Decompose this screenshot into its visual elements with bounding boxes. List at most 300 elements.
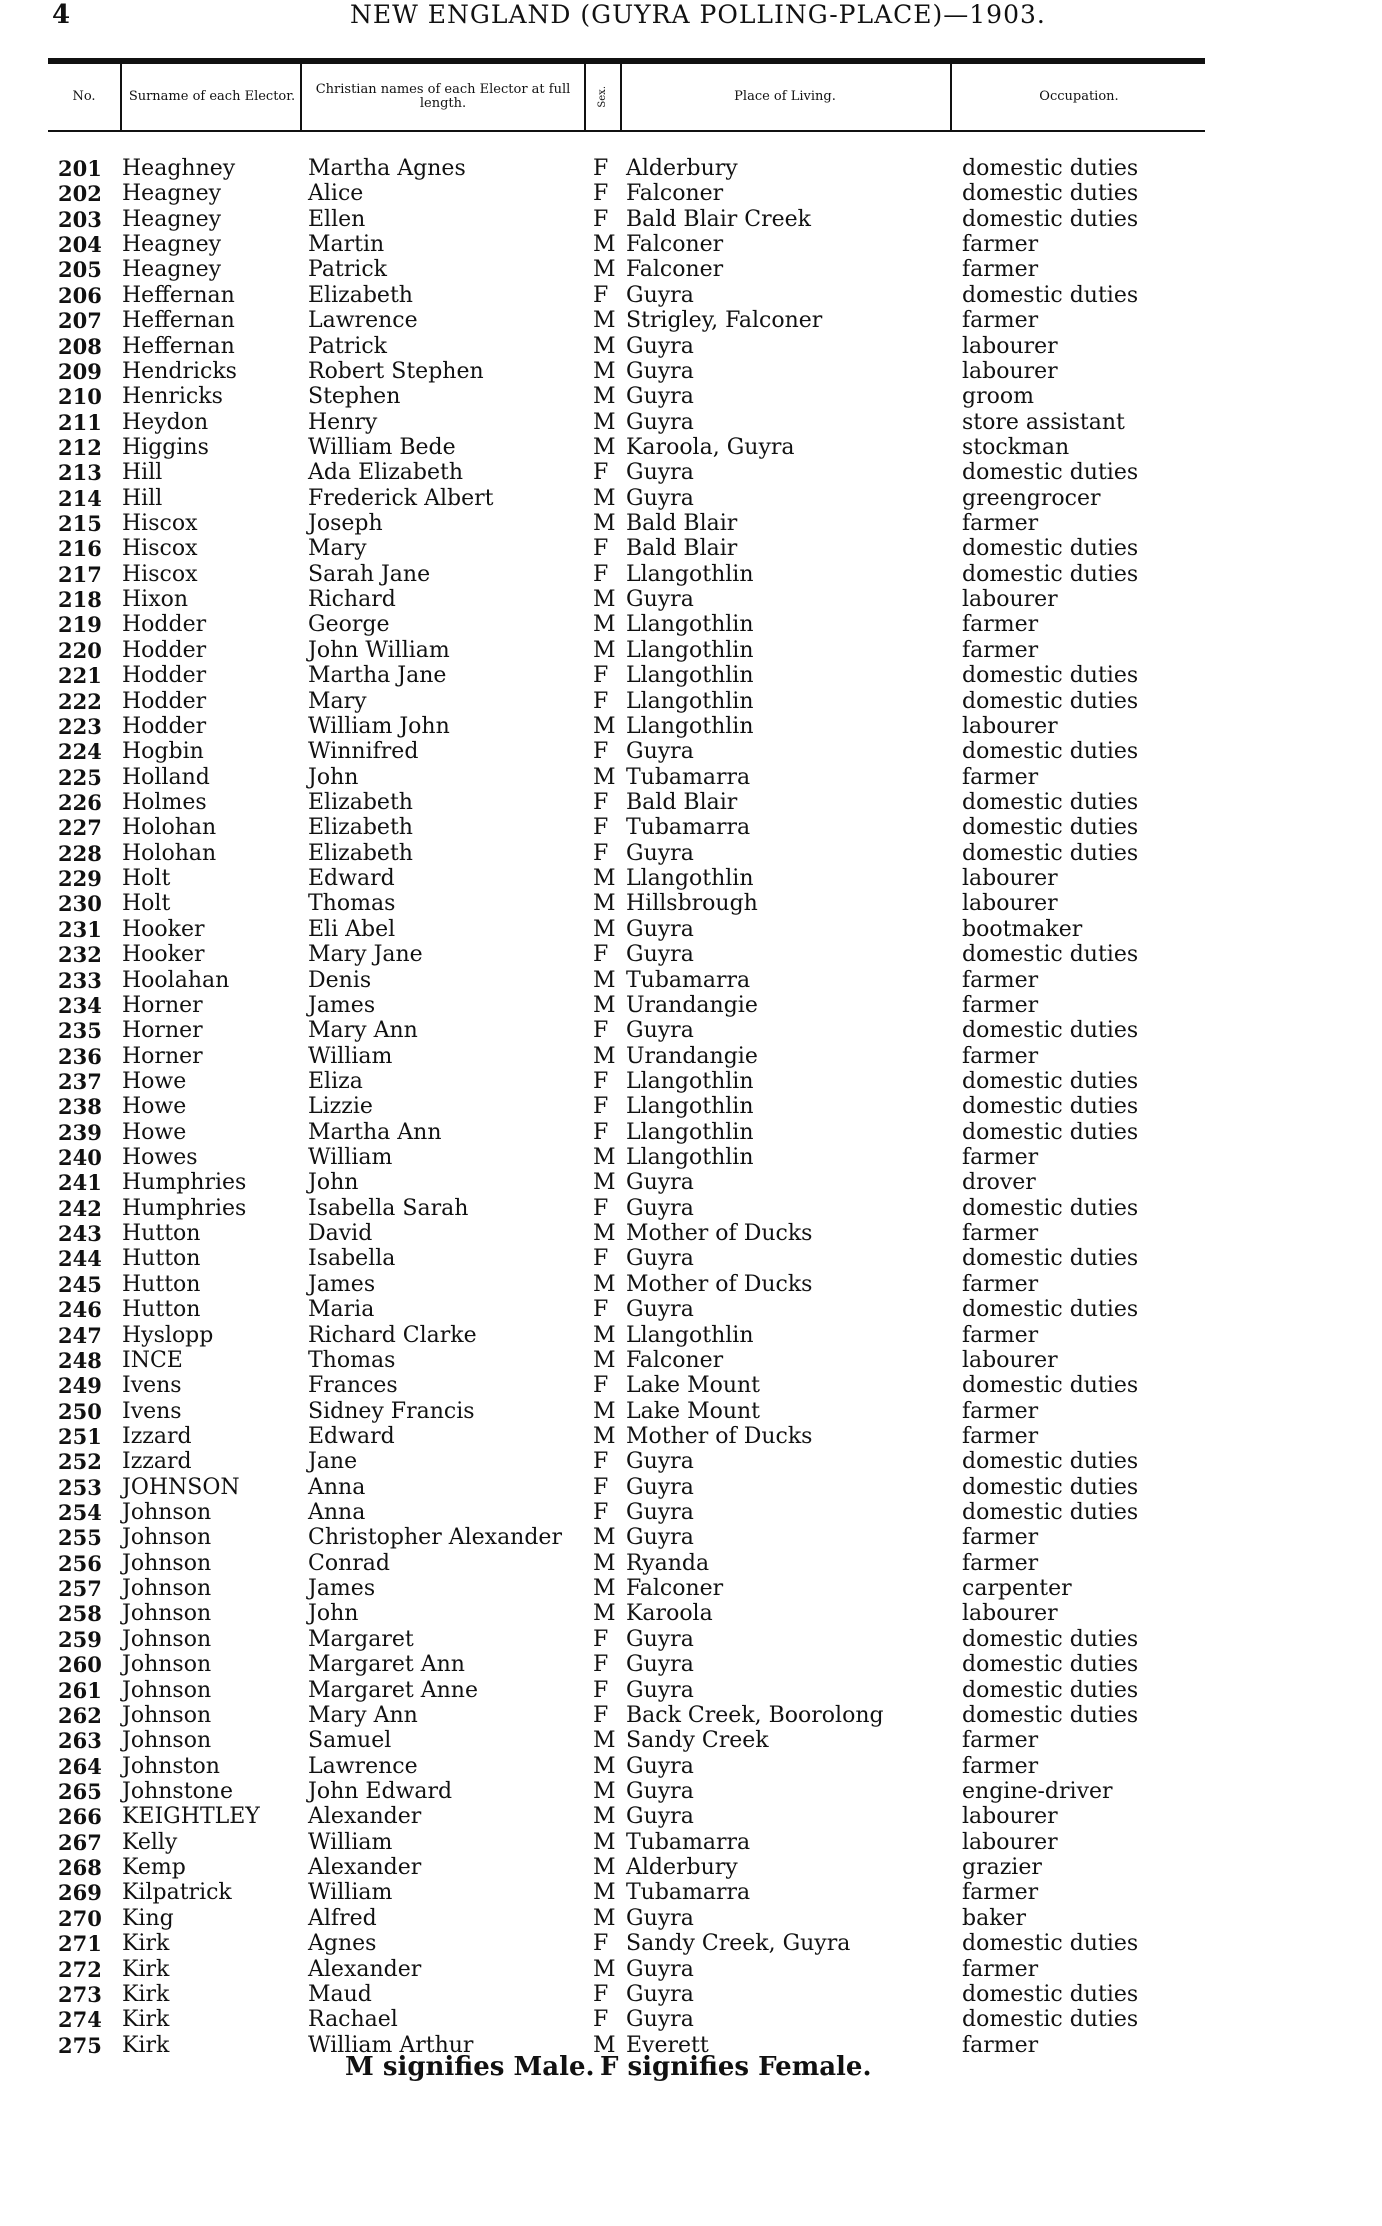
column-divider bbox=[120, 64, 122, 130]
elector-surname: Johnson bbox=[122, 1576, 212, 1602]
elector-sex: M bbox=[593, 1423, 616, 1449]
elector-place-of-living: Tubamarra bbox=[626, 1829, 751, 1855]
elector-occupation: domestic duties bbox=[962, 1449, 1139, 1475]
elector-number: 230 bbox=[58, 891, 102, 917]
elector-place-of-living: Everett bbox=[626, 2032, 709, 2058]
elector-sex: F bbox=[593, 181, 609, 207]
elector-place-of-living: Guyra bbox=[626, 916, 694, 942]
elector-sex: M bbox=[593, 1576, 616, 1602]
elector-surname: Humphries bbox=[122, 1170, 247, 1196]
elector-occupation: greengrocer bbox=[962, 485, 1101, 511]
elector-occupation: domestic duties bbox=[962, 1931, 1139, 1957]
elector-christian-names: Agnes bbox=[308, 1931, 377, 1957]
elector-occupation: labourer bbox=[962, 1829, 1058, 1855]
elector-christian-names: James bbox=[308, 1271, 376, 1297]
elector-place-of-living: Sandy Creek, Guyra bbox=[626, 1931, 851, 1957]
table-row bbox=[0, 612, 1382, 637]
table-row bbox=[0, 790, 1382, 815]
elector-number: 217 bbox=[58, 561, 102, 587]
elector-place-of-living: Guyra bbox=[626, 384, 694, 410]
elector-occupation: labourer bbox=[962, 358, 1058, 384]
table-row bbox=[0, 181, 1382, 206]
elector-surname: Hill bbox=[122, 485, 163, 511]
elector-occupation: domestic duties bbox=[962, 2007, 1139, 2033]
elector-number: 261 bbox=[58, 1677, 102, 1703]
elector-christian-names: Sarah Jane bbox=[308, 561, 431, 587]
table-row bbox=[0, 1196, 1382, 1221]
elector-sex: F bbox=[593, 1373, 609, 1399]
elector-number: 201 bbox=[58, 156, 102, 181]
elector-sex: M bbox=[593, 232, 616, 258]
elector-christian-names: Anna bbox=[308, 1474, 366, 1500]
table-row bbox=[0, 917, 1382, 942]
elector-surname: Johnson bbox=[122, 1601, 212, 1627]
elector-christian-names: Margaret bbox=[308, 1626, 414, 1652]
elector-surname: Hodder bbox=[122, 637, 207, 663]
table-row bbox=[0, 1982, 1382, 2007]
elector-surname: Ivens bbox=[122, 1398, 182, 1424]
elector-occupation: domestic duties bbox=[962, 1652, 1139, 1678]
elector-sex: M bbox=[593, 1170, 616, 1196]
elector-surname: Hoolahan bbox=[122, 967, 230, 993]
table-row bbox=[0, 1246, 1382, 1271]
elector-christian-names: Alfred bbox=[308, 1905, 377, 1931]
elector-number: 228 bbox=[58, 840, 102, 866]
elector-sex: F bbox=[593, 156, 609, 181]
elector-christian-names: Winnifred bbox=[308, 739, 419, 765]
elector-surname: Howes bbox=[122, 1145, 198, 1171]
elector-number: 216 bbox=[58, 536, 102, 562]
elector-place-of-living: Guyra bbox=[626, 485, 694, 511]
table-row bbox=[0, 1120, 1382, 1145]
elector-surname: Johnson bbox=[122, 1525, 212, 1551]
table-row bbox=[0, 739, 1382, 764]
table-row bbox=[0, 410, 1382, 435]
elector-christian-names: John William bbox=[308, 637, 450, 663]
elector-sex: M bbox=[593, 1779, 616, 1804]
elector-surname: Hill bbox=[122, 460, 163, 486]
elector-occupation: domestic duties bbox=[962, 739, 1139, 765]
elector-occupation: store assistant bbox=[962, 409, 1125, 435]
elector-occupation: farmer bbox=[962, 2032, 1039, 2058]
table-row bbox=[0, 714, 1382, 739]
elector-christian-names: Edward bbox=[308, 1423, 395, 1449]
elector-sex: F bbox=[593, 1297, 609, 1323]
elector-number: 220 bbox=[58, 637, 102, 663]
table-row bbox=[0, 1221, 1382, 1246]
elector-surname: Kilpatrick bbox=[122, 1880, 232, 1906]
table-row bbox=[0, 1601, 1382, 1626]
elector-number: 204 bbox=[58, 232, 102, 258]
elector-occupation: farmer bbox=[962, 992, 1039, 1018]
elector-occupation: domestic duties bbox=[962, 1626, 1139, 1652]
elector-christian-names: William bbox=[308, 1043, 393, 1069]
elector-number: 253 bbox=[58, 1474, 102, 1500]
elector-place-of-living: Falconer bbox=[626, 257, 724, 283]
elector-number: 258 bbox=[58, 1601, 102, 1627]
elector-surname: King bbox=[122, 1905, 174, 1931]
elector-christian-names: Joseph bbox=[308, 511, 383, 537]
elector-surname: Johnson bbox=[122, 1702, 212, 1728]
elector-sex: M bbox=[593, 1145, 616, 1171]
elector-occupation: domestic duties bbox=[962, 206, 1139, 232]
elector-surname: Johnson bbox=[122, 1677, 212, 1703]
elector-sex: M bbox=[593, 2032, 616, 2058]
elector-surname: Heffernan bbox=[122, 333, 235, 359]
elector-place-of-living: Lake Mount bbox=[626, 1398, 761, 1424]
elector-number: 214 bbox=[58, 485, 102, 511]
elector-number: 236 bbox=[58, 1043, 102, 1069]
elector-sex: M bbox=[593, 967, 616, 993]
elector-occupation: labourer bbox=[962, 1804, 1058, 1830]
elector-place-of-living: Guyra bbox=[626, 1753, 694, 1779]
elector-place-of-living: Falconer bbox=[626, 1347, 724, 1373]
elector-christian-names: Henry bbox=[308, 409, 378, 435]
elector-number: 249 bbox=[58, 1373, 102, 1399]
elector-occupation: domestic duties bbox=[962, 688, 1139, 714]
elector-occupation: farmer bbox=[962, 764, 1039, 790]
elector-place-of-living: Urandangie bbox=[626, 1043, 758, 1069]
elector-place-of-living: Llangothlin bbox=[626, 1119, 754, 1145]
elector-christian-names: Martin bbox=[308, 232, 385, 258]
col-header-surname: Surname of each Elector. bbox=[128, 88, 296, 104]
elector-christian-names: Denis bbox=[308, 967, 372, 993]
elector-number: 238 bbox=[58, 1094, 102, 1120]
table-row bbox=[0, 1348, 1382, 1373]
header-rule-bottom bbox=[48, 130, 1205, 132]
page-title: NEW ENGLAND (GUYRA POLLING-PLACE)—1903. bbox=[350, 0, 1046, 29]
elector-number: 264 bbox=[58, 1753, 102, 1779]
elector-number: 206 bbox=[58, 282, 102, 308]
elector-number: 209 bbox=[58, 358, 102, 384]
table-row bbox=[0, 1272, 1382, 1297]
elector-sex: M bbox=[593, 358, 616, 384]
elector-number: 205 bbox=[58, 257, 102, 283]
elector-occupation: labourer bbox=[962, 587, 1058, 613]
elector-occupation: farmer bbox=[962, 1043, 1039, 1069]
elector-number: 271 bbox=[58, 1931, 102, 1957]
elector-place-of-living: Guyra bbox=[626, 1474, 694, 1500]
elector-sex: M bbox=[593, 1043, 616, 1069]
elector-place-of-living: Falconer bbox=[626, 181, 724, 207]
elector-christian-names: Isabella bbox=[308, 1246, 396, 1272]
elector-number: 272 bbox=[58, 1956, 102, 1982]
elector-place-of-living: Urandangie bbox=[626, 992, 758, 1018]
elector-number: 247 bbox=[58, 1322, 102, 1348]
elector-surname: Holt bbox=[122, 866, 171, 892]
elector-occupation: labourer bbox=[962, 891, 1058, 917]
table-row bbox=[0, 1044, 1382, 1069]
elector-sex: M bbox=[593, 612, 616, 638]
elector-occupation: farmer bbox=[962, 1753, 1039, 1779]
elector-number: 215 bbox=[58, 511, 102, 537]
elector-sex: M bbox=[593, 637, 616, 663]
elector-occupation: farmer bbox=[962, 1322, 1039, 1348]
elector-occupation: domestic duties bbox=[962, 942, 1139, 968]
elector-place-of-living: Guyra bbox=[626, 739, 694, 765]
elector-occupation: groom bbox=[962, 384, 1034, 410]
elector-occupation: farmer bbox=[962, 1221, 1039, 1247]
elector-place-of-living: Guyra bbox=[626, 2007, 694, 2033]
elector-christian-names: James bbox=[308, 992, 376, 1018]
elector-number: 268 bbox=[58, 1855, 102, 1881]
table-row bbox=[0, 1525, 1382, 1550]
table-row bbox=[0, 1728, 1382, 1753]
column-divider bbox=[620, 64, 622, 130]
elector-occupation: stockman bbox=[962, 434, 1070, 460]
elector-occupation: farmer bbox=[962, 1550, 1039, 1576]
elector-christian-names: Jane bbox=[308, 1449, 358, 1475]
elector-surname: Howe bbox=[122, 1119, 187, 1145]
legend-male: M signifies Male. bbox=[345, 2052, 595, 2082]
elector-sex: M bbox=[593, 409, 616, 435]
elector-number: 232 bbox=[58, 942, 102, 968]
column-divider bbox=[584, 64, 586, 130]
elector-number: 239 bbox=[58, 1119, 102, 1145]
elector-number: 208 bbox=[58, 333, 102, 359]
elector-christian-names: Maud bbox=[308, 1981, 372, 2007]
elector-number: 267 bbox=[58, 1829, 102, 1855]
table-row bbox=[0, 1297, 1382, 1322]
table-row bbox=[0, 1018, 1382, 1043]
elector-sex: M bbox=[593, 1880, 616, 1906]
elector-place-of-living: Mother of Ducks bbox=[626, 1221, 813, 1247]
elector-place-of-living: Guyra bbox=[626, 1804, 694, 1830]
elector-sex: M bbox=[593, 1525, 616, 1551]
elector-surname: Hiscox bbox=[122, 511, 198, 537]
elector-occupation: domestic duties bbox=[962, 1500, 1139, 1526]
elector-place-of-living: Bald Blair Creek bbox=[626, 206, 811, 232]
elector-christian-names: Ada Elizabeth bbox=[308, 460, 464, 486]
elector-number: 245 bbox=[58, 1271, 102, 1297]
elector-sex: M bbox=[593, 485, 616, 511]
elector-number: 223 bbox=[58, 713, 102, 739]
elector-surname: Humphries bbox=[122, 1195, 247, 1221]
elector-occupation: farmer bbox=[962, 1956, 1039, 1982]
elector-occupation: domestic duties bbox=[962, 460, 1139, 486]
elector-occupation: domestic duties bbox=[962, 1195, 1139, 1221]
elector-christian-names: Ellen bbox=[308, 206, 366, 232]
elector-sex: M bbox=[593, 1271, 616, 1297]
elector-number: 256 bbox=[58, 1550, 102, 1576]
elector-number: 262 bbox=[58, 1702, 102, 1728]
table-row bbox=[0, 1373, 1382, 1398]
elector-place-of-living: Llangothlin bbox=[626, 561, 754, 587]
elector-surname: Johnson bbox=[122, 1550, 212, 1576]
table-row bbox=[0, 1424, 1382, 1449]
table-row bbox=[0, 765, 1382, 790]
table-row bbox=[0, 1880, 1382, 1905]
elector-occupation: domestic duties bbox=[962, 1702, 1139, 1728]
elector-number: 274 bbox=[58, 2007, 102, 2033]
elector-sex: M bbox=[593, 1322, 616, 1348]
elector-sex: F bbox=[593, 1702, 609, 1728]
elector-sex: F bbox=[593, 1449, 609, 1475]
elector-number: 235 bbox=[58, 1018, 102, 1044]
elector-surname: Hutton bbox=[122, 1221, 201, 1247]
elector-number: 275 bbox=[58, 2032, 102, 2058]
elector-christian-names: Elizabeth bbox=[308, 789, 413, 815]
elector-surname: Kirk bbox=[122, 1981, 170, 2007]
elector-surname: Holt bbox=[122, 891, 171, 917]
elector-sex: F bbox=[593, 2007, 609, 2033]
elector-christian-names: John Edward bbox=[308, 1779, 453, 1804]
elector-christian-names: David bbox=[308, 1221, 373, 1247]
col-header-occupation: Occupation. bbox=[1039, 88, 1119, 104]
elector-occupation: domestic duties bbox=[962, 536, 1139, 562]
page-number: 4 bbox=[52, 0, 71, 30]
elector-christian-names: Martha Ann bbox=[308, 1119, 442, 1145]
table-row bbox=[0, 232, 1382, 257]
elector-place-of-living: Guyra bbox=[626, 1449, 694, 1475]
elector-number: 246 bbox=[58, 1297, 102, 1323]
elector-place-of-living: Bald Blair bbox=[626, 536, 738, 562]
elector-number: 240 bbox=[58, 1145, 102, 1171]
elector-surname: Izzard bbox=[122, 1423, 192, 1449]
elector-surname: Hiscox bbox=[122, 536, 198, 562]
elector-christian-names: Mary bbox=[308, 688, 367, 714]
elector-number: 219 bbox=[58, 612, 102, 638]
elector-christian-names: Patrick bbox=[308, 257, 387, 283]
elector-christian-names: Patrick bbox=[308, 333, 387, 359]
elector-occupation: farmer bbox=[962, 1728, 1039, 1754]
elector-number: 222 bbox=[58, 688, 102, 714]
elector-place-of-living: Llangothlin bbox=[626, 663, 754, 689]
elector-number: 266 bbox=[58, 1804, 102, 1830]
table-row bbox=[0, 891, 1382, 916]
elector-place-of-living: Llangothlin bbox=[626, 1322, 754, 1348]
elector-occupation: labourer bbox=[962, 333, 1058, 359]
elector-occupation: farmer bbox=[962, 1271, 1039, 1297]
elector-sex: F bbox=[593, 688, 609, 714]
elector-surname: Heagney bbox=[122, 206, 222, 232]
table-row bbox=[0, 968, 1382, 993]
table-row bbox=[0, 1703, 1382, 1728]
elector-number: 234 bbox=[58, 992, 102, 1018]
elector-place-of-living: Mother of Ducks bbox=[626, 1423, 813, 1449]
elector-place-of-living: Llangothlin bbox=[626, 1068, 754, 1094]
elector-surname: Howe bbox=[122, 1068, 187, 1094]
elector-occupation: farmer bbox=[962, 1145, 1039, 1171]
elector-christian-names: William Bede bbox=[308, 434, 456, 460]
elector-sex: F bbox=[593, 1119, 609, 1145]
elector-christian-names: Alexander bbox=[308, 1855, 422, 1881]
table-row bbox=[0, 486, 1382, 511]
elector-christian-names: Mary Ann bbox=[308, 1018, 418, 1044]
page-header bbox=[0, 0, 1382, 40]
elector-occupation: farmer bbox=[962, 637, 1039, 663]
elector-place-of-living: Alderbury bbox=[626, 156, 738, 181]
elector-number: 263 bbox=[58, 1728, 102, 1754]
elector-surname: Hooker bbox=[122, 942, 205, 968]
elector-number: 243 bbox=[58, 1221, 102, 1247]
elector-occupation: domestic duties bbox=[962, 1677, 1139, 1703]
elector-sex: M bbox=[593, 434, 616, 460]
elector-christian-names: Edward bbox=[308, 866, 395, 892]
elector-place-of-living: Ryanda bbox=[626, 1550, 710, 1576]
elector-christian-names: Lawrence bbox=[308, 308, 418, 334]
elector-surname: Hodder bbox=[122, 612, 207, 638]
elector-place-of-living: Guyra bbox=[626, 1626, 694, 1652]
table-row bbox=[0, 866, 1382, 891]
table-row bbox=[0, 1855, 1382, 1880]
elector-occupation: engine-driver bbox=[962, 1779, 1113, 1804]
elector-surname: Holmes bbox=[122, 789, 207, 815]
elector-number: 226 bbox=[58, 789, 102, 815]
elector-sex: F bbox=[593, 942, 609, 968]
elector-number: 270 bbox=[58, 1905, 102, 1931]
elector-christian-names: Anna bbox=[308, 1500, 366, 1526]
table-row bbox=[0, 511, 1382, 536]
elector-occupation: domestic duties bbox=[962, 789, 1139, 815]
col-header-christian-names: Christian names of each Elector at full length. bbox=[315, 81, 571, 111]
elector-number: 202 bbox=[58, 181, 102, 207]
elector-surname: Heaghney bbox=[122, 156, 236, 181]
elector-place-of-living: Llangothlin bbox=[626, 713, 754, 739]
table-row bbox=[0, 1779, 1382, 1804]
elector-sex: M bbox=[593, 257, 616, 283]
elector-number: 225 bbox=[58, 764, 102, 790]
elector-christian-names: George bbox=[308, 612, 390, 638]
elector-sex: F bbox=[593, 1094, 609, 1120]
elector-christian-names: Alexander bbox=[308, 1804, 422, 1830]
elector-place-of-living: Falconer bbox=[626, 1576, 724, 1602]
elector-place-of-living: Guyra bbox=[626, 1677, 694, 1703]
elector-christian-names: John bbox=[308, 1601, 359, 1627]
elector-surname: Johnston bbox=[122, 1753, 220, 1779]
elector-surname: Horner bbox=[122, 1018, 203, 1044]
elector-number: 259 bbox=[58, 1626, 102, 1652]
elector-place-of-living: Karoola, Guyra bbox=[626, 434, 795, 460]
elector-christian-names: Alexander bbox=[308, 1956, 422, 1982]
elector-number: 254 bbox=[58, 1500, 102, 1526]
legend-female: F signifies Female. bbox=[600, 2052, 872, 2082]
elector-place-of-living: Alderbury bbox=[626, 1855, 738, 1881]
elector-number: 221 bbox=[58, 663, 102, 689]
elector-sex: F bbox=[593, 815, 609, 841]
table-row bbox=[0, 1551, 1382, 1576]
table-row bbox=[0, 1652, 1382, 1677]
elector-place-of-living: Bald Blair bbox=[626, 511, 738, 537]
elector-sex: F bbox=[593, 840, 609, 866]
elector-place-of-living: Llangothlin bbox=[626, 612, 754, 638]
elector-number: 252 bbox=[58, 1449, 102, 1475]
elector-surname: Kirk bbox=[122, 2007, 170, 2033]
elector-christian-names: Eli Abel bbox=[308, 916, 396, 942]
elector-surname: Heagney bbox=[122, 181, 222, 207]
elector-place-of-living: Strigley, Falconer bbox=[626, 308, 823, 334]
elector-sex: M bbox=[593, 992, 616, 1018]
elector-occupation: domestic duties bbox=[962, 1246, 1139, 1272]
elector-sex: F bbox=[593, 739, 609, 765]
elector-surname: Ivens bbox=[122, 1373, 182, 1399]
elector-christian-names: James bbox=[308, 1576, 376, 1602]
elector-occupation: domestic duties bbox=[962, 1981, 1139, 2007]
elector-sex: F bbox=[593, 1677, 609, 1703]
elector-sex: M bbox=[593, 1398, 616, 1424]
elector-sex: F bbox=[593, 282, 609, 308]
elector-surname: Hooker bbox=[122, 916, 205, 942]
elector-number: 269 bbox=[58, 1880, 102, 1906]
elector-christian-names: William bbox=[308, 1829, 393, 1855]
elector-sex: M bbox=[593, 891, 616, 917]
elector-number: 231 bbox=[58, 916, 102, 942]
elector-christian-names: Eliza bbox=[308, 1068, 363, 1094]
elector-surname: Hodder bbox=[122, 663, 207, 689]
elector-sex: F bbox=[593, 536, 609, 562]
table-row bbox=[0, 1830, 1382, 1855]
elector-surname: Horner bbox=[122, 992, 203, 1018]
